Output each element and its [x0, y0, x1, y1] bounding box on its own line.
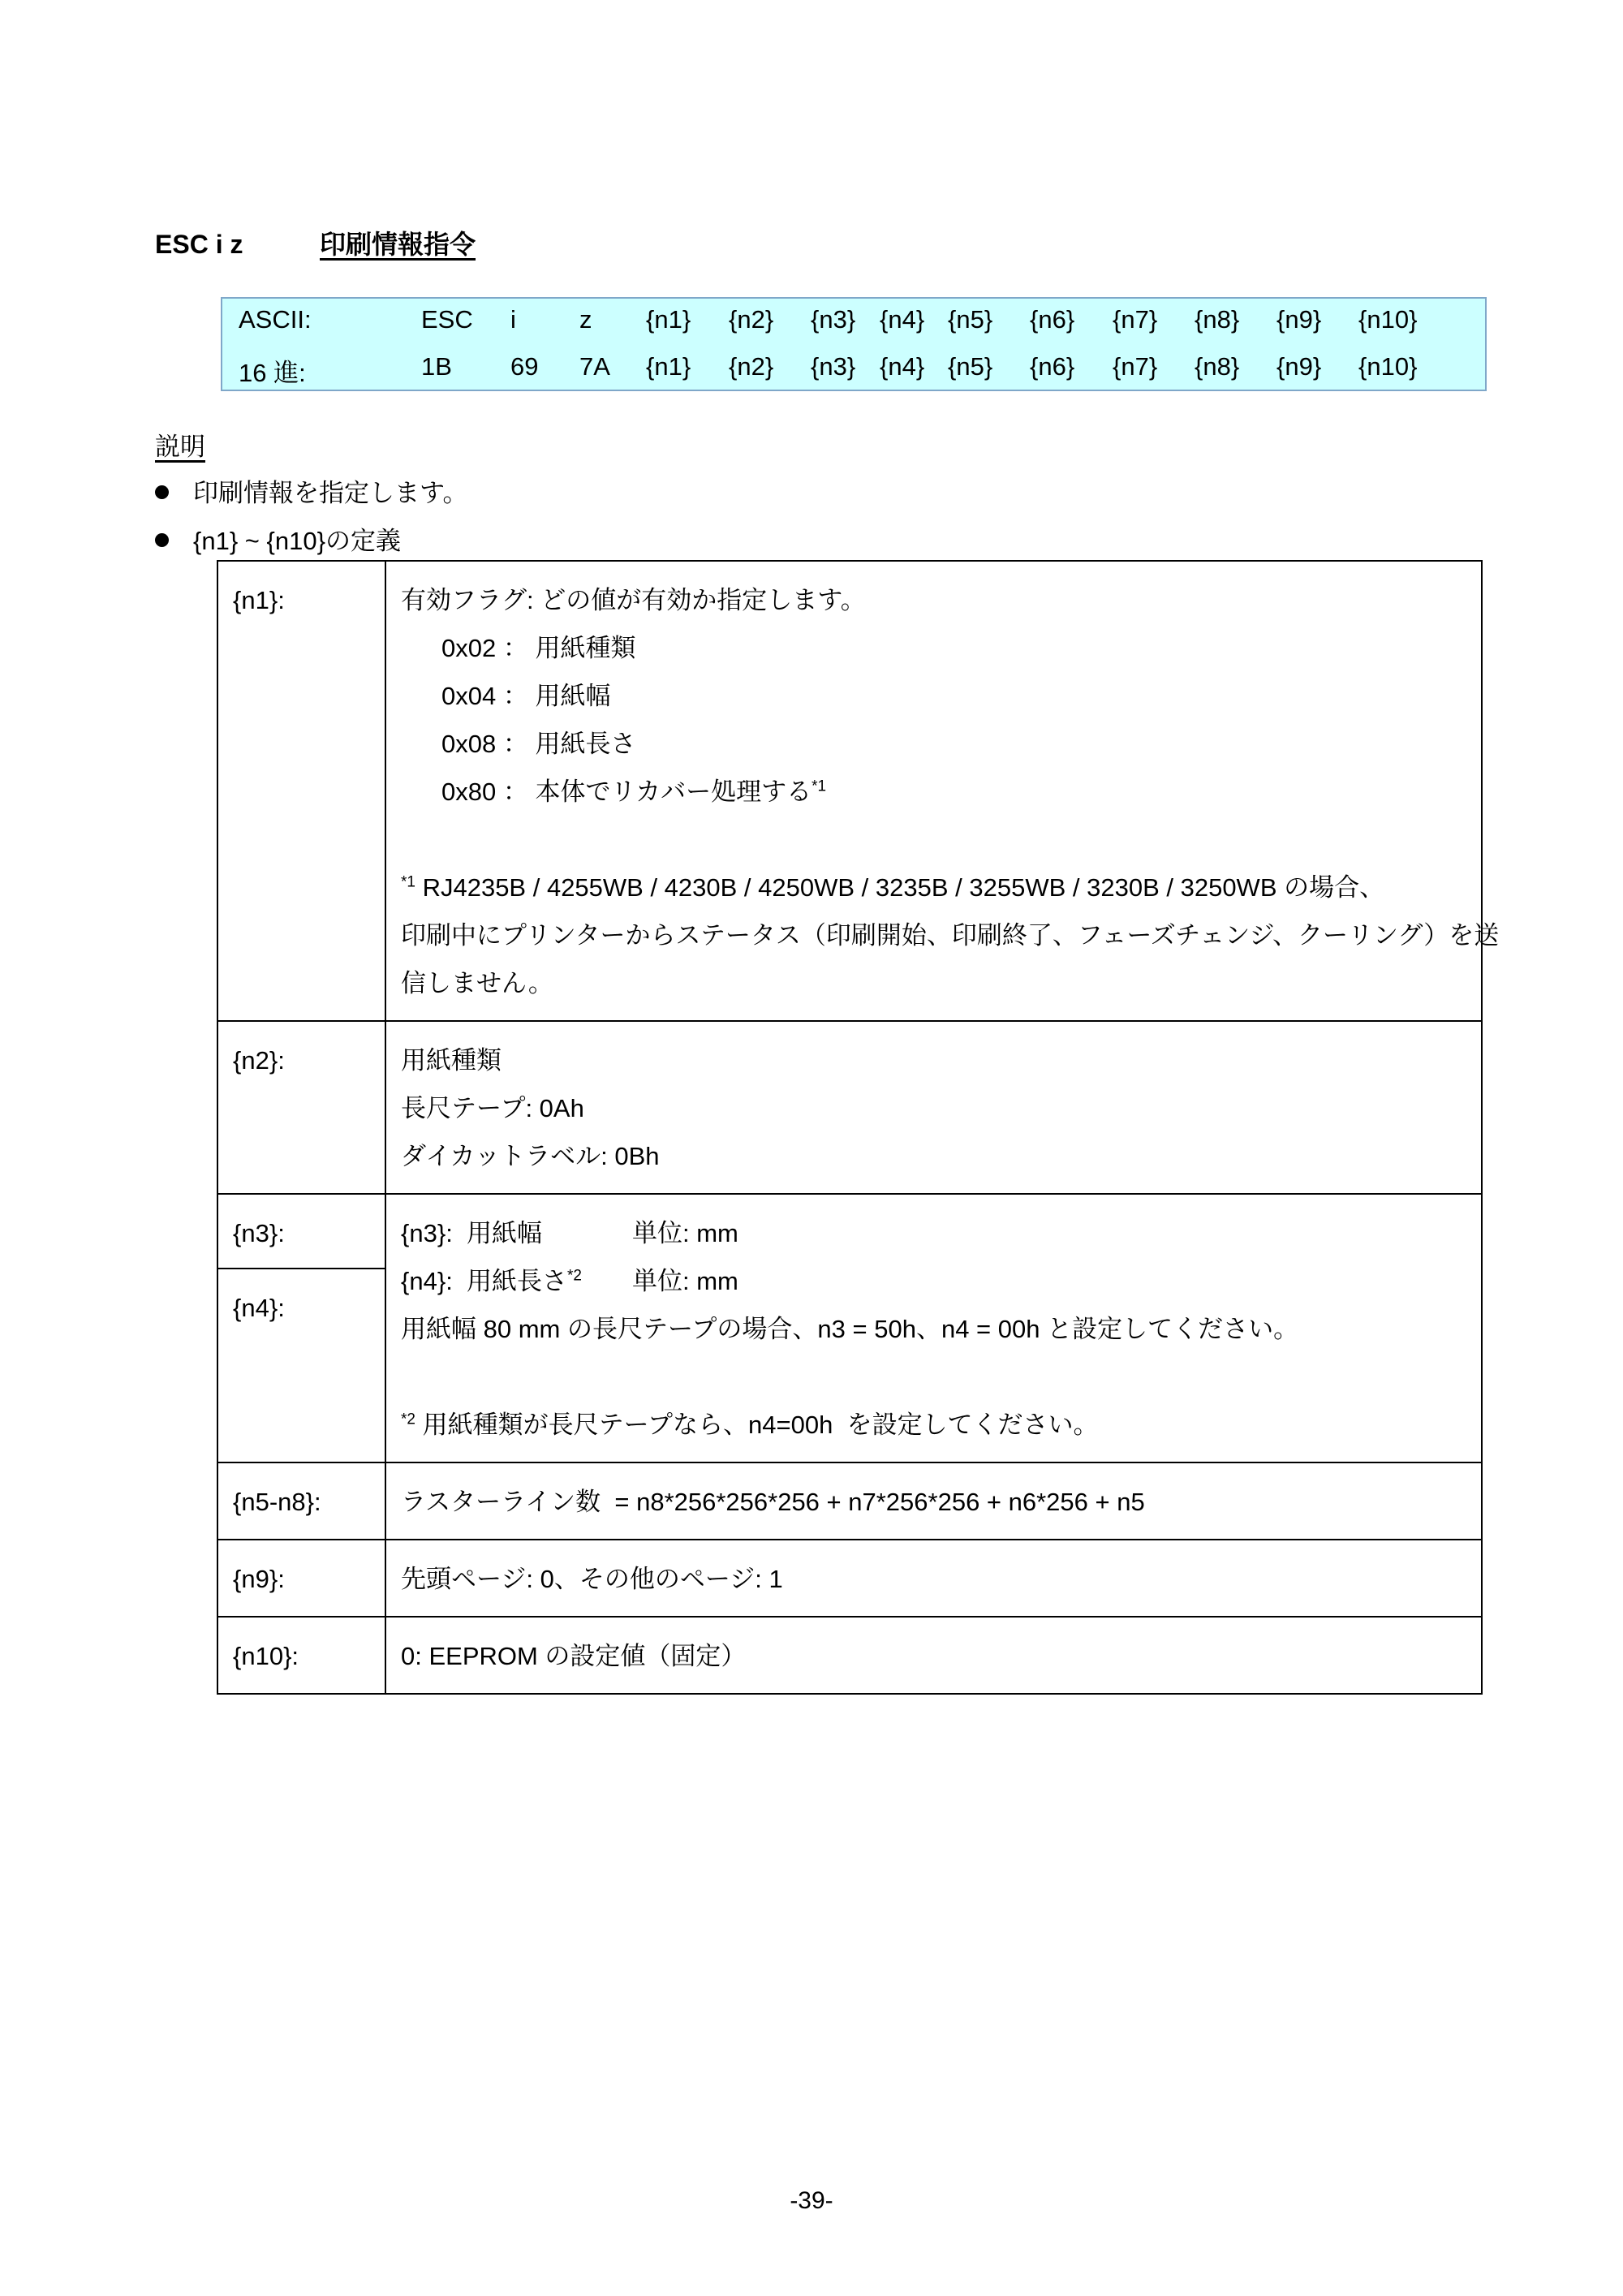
param-label: {n5-n8}:: [217, 1462, 385, 1540]
bullet-text: {n1} ~ {n10}の定義: [193, 527, 401, 555]
param-label: {n4}:: [217, 1269, 385, 1462]
param-label: {n2}:: [217, 1021, 385, 1194]
ascii-byte: z: [579, 305, 592, 334]
hex-param: {n1}: [646, 352, 691, 381]
param-description: [385, 561, 1500, 1021]
hex-param: {n7}: [1113, 352, 1158, 381]
param-label: {n3}:: [217, 1194, 385, 1269]
footnote-mark: *2: [401, 1411, 415, 1428]
ascii-param: {n8}: [1195, 305, 1240, 334]
ascii-param: {n2}: [729, 305, 774, 334]
hex-row: [222, 346, 1485, 393]
param-label: {n10}:: [217, 1617, 385, 1694]
param-label: {n9}:: [217, 1540, 385, 1617]
ascii-param: {n4}: [880, 305, 925, 334]
param-description: 0: EEPROM の設定値（固定）: [385, 1617, 1482, 1694]
ascii-row: [222, 299, 1485, 346]
table-row-n3: [217, 1194, 1482, 1269]
hex-param: {n4}: [880, 352, 925, 381]
footnote-mark: *2: [567, 1267, 582, 1285]
param-label: {n1}:: [217, 561, 385, 1021]
ascii-byte: i: [510, 305, 516, 334]
footnote-line: 印刷中にプリンターからステータス（印刷開始、印刷終了、フェーズチェンジ、クーリング）を送: [401, 921, 1500, 950]
hex-byte: 1B: [421, 352, 452, 381]
table-row-n1: [217, 561, 1482, 1021]
hex-param: {n2}: [729, 352, 774, 381]
table-row-n5-n8: [217, 1462, 1482, 1540]
hex-param: {n6}: [1030, 352, 1075, 381]
section-heading: [155, 224, 476, 261]
table-row-n2: [217, 1021, 1482, 1194]
bullet-dot-icon: [155, 533, 169, 547]
footnote: $^{*1}$ RJ4235B / 4255WB / 4230B / 4250WB / 3235B / 3255WB / 3230B / 3250WB の場合、: [401, 873, 1385, 902]
flag-intro: 有効フラグ: どの値が有効か指定します。: [401, 586, 866, 614]
param-description: 先頭ページ: 0、その他のページ: 1: [385, 1540, 1482, 1617]
ascii-param: {n5}: [948, 305, 993, 334]
ascii-byte: ESC: [421, 305, 473, 334]
ascii-param: {n10}: [1358, 305, 1418, 334]
table-row-n10: [217, 1617, 1482, 1694]
table-row-n9: [217, 1540, 1482, 1617]
hex-byte: 69: [510, 352, 539, 381]
heading-title: 印刷情報指令: [320, 230, 476, 259]
hex-param: {n9}: [1276, 352, 1322, 381]
command-format-box: [221, 297, 1487, 391]
param-description: {n3}: 用紙幅 単位: mm {n4}: 用紙長さ$^{*2}$ 単位: mm 用紙幅 80 mm の長尺テープの場合、n3 = 50h、n4 = 00h と設定してください。 $^{*2}$ 用紙種類が長尺テープなら、n4=00h を設定してください。: [385, 1194, 1482, 1462]
hex-param: {n3}: [811, 352, 856, 381]
hex-param: {n10}: [1358, 352, 1418, 381]
footnote-mark: *1: [401, 873, 415, 891]
hex-param: {n5}: [948, 352, 993, 381]
page-number: -39-: [790, 2187, 833, 2214]
bullet-item: [155, 472, 468, 509]
description-label: 説明: [155, 433, 205, 461]
footnote-line: 信しません。: [401, 969, 553, 997]
ascii-param: {n7}: [1113, 305, 1158, 334]
footnote: $^{*2}$ 用紙種類が長尺テープなら、n4=00h を設定してください。: [401, 1411, 1099, 1439]
ascii-param: {n9}: [1276, 305, 1322, 334]
flag-item: 0x80 ： 本体でリカバー処理する$^{*1}$: [441, 778, 827, 806]
bullet-dot-icon: [155, 485, 169, 499]
ascii-param: {n6}: [1030, 305, 1075, 334]
flag-item: 0x02 ： 用紙種類: [441, 634, 636, 662]
hex-param: {n8}: [1195, 352, 1240, 381]
footnote-mark: *1: [812, 778, 827, 795]
param-description: ラスターライン数 = n8*256*256*256 + n7*256*256 + n6*256 + n5: [385, 1462, 1482, 1540]
flag-item: 0x04 ： 用紙幅: [441, 682, 611, 710]
ascii-param: {n3}: [811, 305, 856, 334]
hex-label: 16 進:: [239, 359, 306, 387]
bullet-item: [155, 520, 401, 557]
parameter-definition-table: [217, 560, 1500, 1695]
flag-item: 0x08 ： 用紙長さ: [441, 730, 636, 758]
ascii-param: {n1}: [646, 305, 691, 334]
bullet-text: 印刷情報を指定します。: [193, 479, 468, 507]
heading-command: ESC i z: [155, 230, 243, 259]
hex-byte: 7A: [579, 352, 610, 381]
ascii-label: ASCII:: [239, 305, 312, 334]
param-description: 用紙種類 長尺テープ: 0Ah ダイカットラベル: 0Bh: [385, 1021, 1482, 1194]
